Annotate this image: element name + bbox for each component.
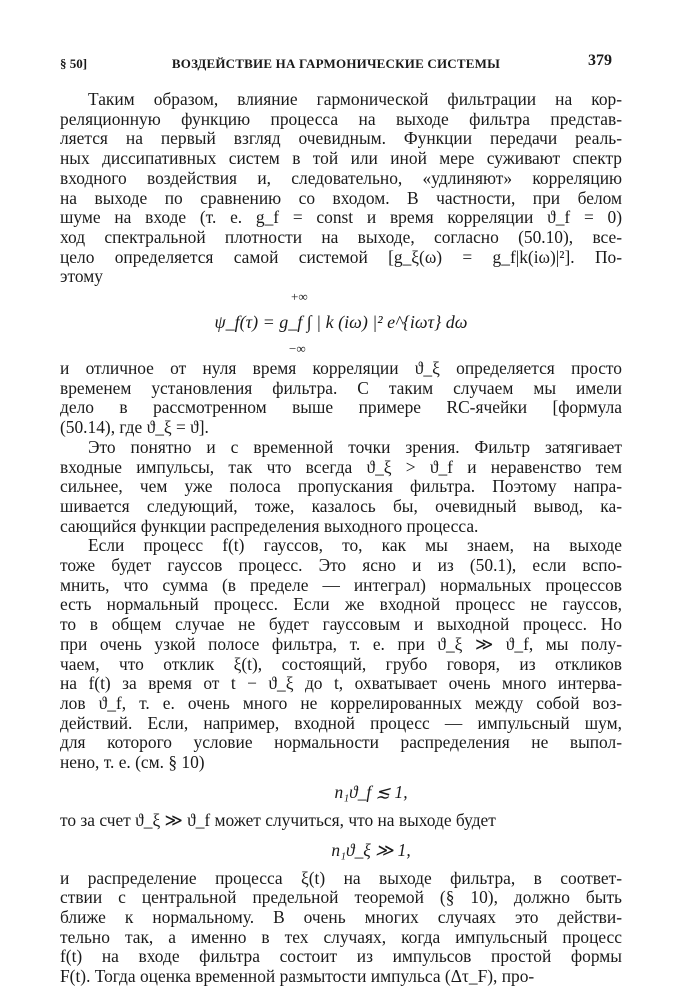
- text-line: тоже будет гауссов процесс. Это ясно и из (50.1), если вспо-: [60, 555, 622, 576]
- formula-n1-theta-f: n₁ϑ_f ≲ 1,: [334, 781, 408, 802]
- text-line: то в общем случае не будет гауссовым и выходной процесс. Но: [60, 614, 622, 635]
- paragraph-5: [60, 811, 622, 831]
- text-line: чаем, что отклик ξ(t), состоящий, грубо говоря, из откликов: [60, 653, 622, 674]
- text-line: этому: [60, 266, 103, 287]
- text-line: Если процесс f(t) гауссов, то, как мы знаем, на выходе: [88, 535, 622, 556]
- paragraph-6: [60, 869, 622, 987]
- text-line: действий. Если, например, входной процесс — импульсный шум,: [60, 712, 622, 733]
- text-line: для которого условие нормальности распределения не выпол-: [60, 732, 622, 753]
- formula-expression: ψ_f(τ) = g_f ∫ | k (iω) |² e^{iωτ} dω: [214, 312, 468, 333]
- text-line: лов ϑ_f, т. е. очень много не коррелированных между собой воз-: [60, 692, 622, 713]
- text-line: нено, т. е. (см. § 10): [60, 752, 205, 773]
- text-line: f(t) на входе фильтра состоит из импульсов простой формы: [60, 946, 622, 967]
- text-line: ближе к нормальному. В очень многих случаях это действи-: [60, 906, 622, 927]
- text-line: сильнее, чем уже полоса пропускания фильтра. Поэтому напра-: [60, 476, 622, 497]
- text-line: сающийся функции распределения выходного процесса.: [60, 515, 479, 536]
- text-line: дело в рассмотренном выше примере RC-ячейки [формула: [60, 397, 622, 418]
- text-line: Таким образом, влияние гармонической фильтрации на кор-: [88, 89, 622, 109]
- text-line: шуме на входе (т. е. g_f = const и время корреляции ϑ_f = 0): [60, 207, 622, 228]
- text-line: при очень узкой полосе фильтра, т. е. при ϑ_ξ ≫ ϑ_f, мы полу-: [60, 633, 622, 654]
- text-line: тельно так, а именно в тех случаях, когда импульсный процесс: [60, 926, 622, 947]
- paragraph-1: [60, 90, 622, 287]
- text-line: F(t). Тогда оценка временной размытости импульса (Δτ_F), про-: [60, 966, 535, 987]
- text-line: на f(t) за время от t − ϑ_ξ до t, охватывает очень много интерва-: [60, 673, 622, 694]
- text-line: то за счет ϑ_ξ ≫ ϑ_f может случиться, что на выходе будет: [60, 809, 496, 830]
- text-line: реляционную функцию процесса на выходе фильтра представ-: [60, 108, 622, 129]
- text-line: Это понятно и с временной точки зрения. Фильтр затягивает: [88, 436, 622, 457]
- text-line: входного воздействия и, следовательно, «удлиняют» корреляцию: [60, 167, 622, 188]
- running-header: [60, 52, 612, 72]
- body-text: [60, 90, 622, 987]
- text-line: временем установления фильтра. С таким случаем мы имели: [60, 377, 622, 398]
- integral-upper-limit: +∞: [291, 289, 308, 305]
- text-line: и распределение процесса ξ(t) на выходе фильтра, в соответ-: [60, 867, 622, 888]
- running-title: ВОЗДЕЙСТВИЕ НА ГАРМОНИЧЕСКИЕ СИСТЕМЫ: [171, 56, 501, 71]
- page-number: 379: [588, 52, 612, 69]
- text-line: ных диссипативных систем в той или иной мере суживают спектр: [60, 148, 622, 169]
- text-line: входные импульсы, так что всегда ϑ_ξ > ϑ_f и неравенство тем: [60, 456, 622, 477]
- formula-n1-theta-xi: n₁ϑ_ξ ≫ 1,: [331, 839, 411, 860]
- text-line: цело определяется самой системой [g_ξ(ω) = g_f|k(iω)|²]. По-: [60, 246, 622, 267]
- paragraph-3: [60, 438, 622, 537]
- section-ref: § 50]: [60, 56, 88, 71]
- text-line: (50.14), где ϑ_ξ = ϑ].: [60, 417, 209, 438]
- paragraph-4: [60, 536, 622, 772]
- integral-lower-limit: −∞: [289, 341, 306, 357]
- text-line: ствии с центральной предельной теоремой (§ 10), должно быть: [60, 887, 622, 908]
- text-line: шивается следующий, тоже, казалось бы, очевидный вывод, ка-: [60, 495, 622, 516]
- text-line: ход спектральной плотности на выходе, согласно (50.10), все-: [60, 226, 622, 247]
- paragraph-2: [60, 359, 622, 438]
- text-line: и отличное от нуля время корреляции ϑ_ξ определяется просто: [60, 358, 622, 379]
- text-line: ляется на первый взгляд очевидным. Функции передачи реаль-: [60, 128, 622, 149]
- text-line: мнить, что сумма (в пределе — интеграл) нормальных процессов: [60, 574, 622, 595]
- formula-psi: [60, 287, 622, 359]
- text-line: есть нормальный процесс. Если же входной процесс не гауссов,: [60, 594, 622, 615]
- text-line: на выходе по сравнению со входом. В частности, при белом: [60, 187, 622, 208]
